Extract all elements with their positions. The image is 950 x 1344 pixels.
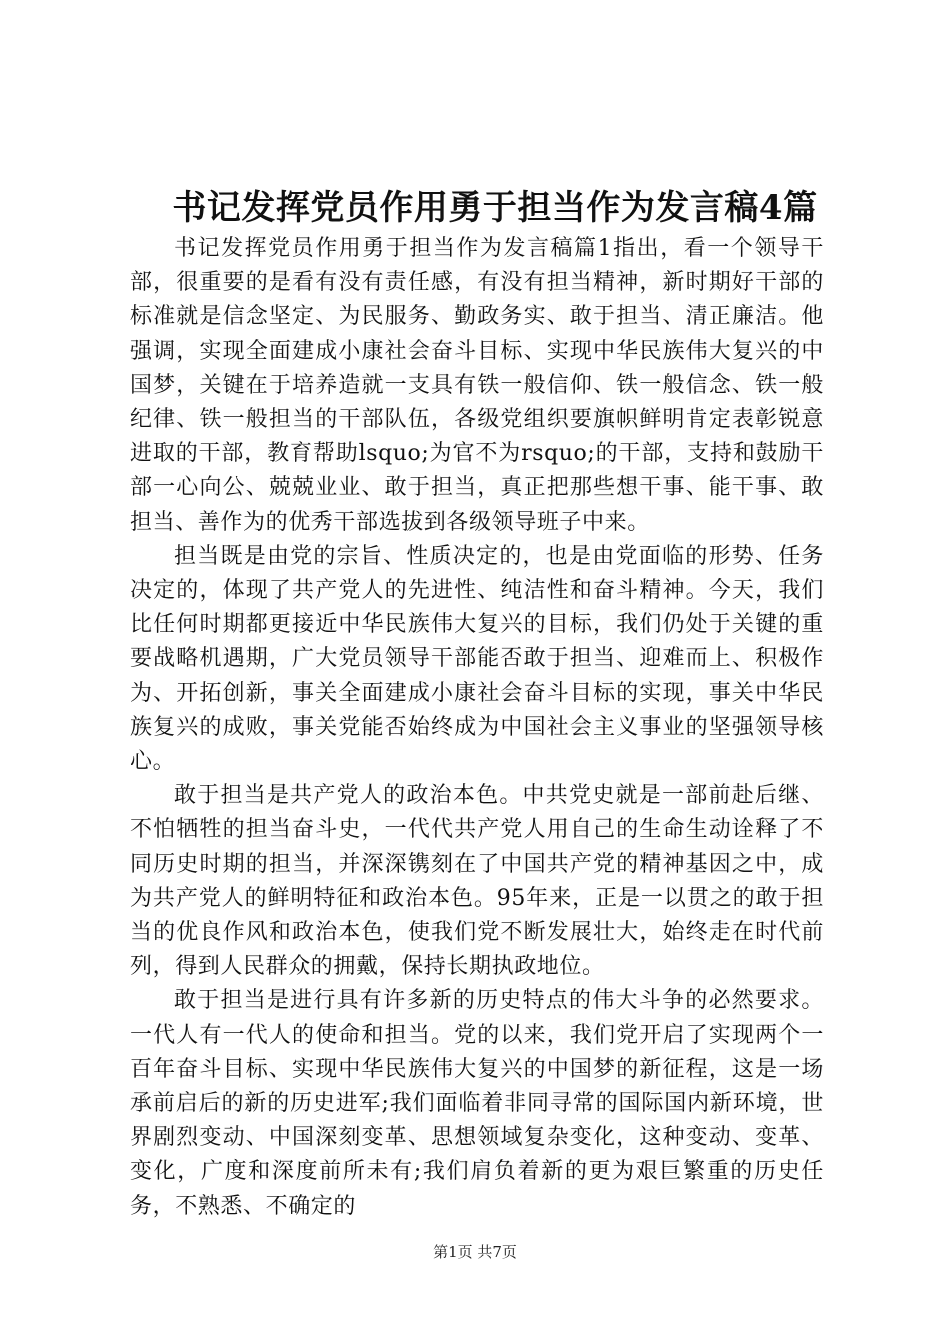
paragraph-4: 敢于担当是进行具有许多新的历史特点的伟大斗争的必然要求。一代人有一代人的使命和担当。党的以来，我们党开启了实现两个一百年奋斗目标、实现中华民族伟大复兴的中国梦的新征程，这是一场承前启后的新的历史进军;我们面临着非同寻常的国际国内新环境，世界剧烈变动、中国深刻变革、思想领域复杂变化，这种变动、变革、变化，广度和深度前所未有;我们肩负着新的更为艰巨繁重的历史任务，不熟悉、不确定的 <box>130 988 824 1219</box>
page-number-footer: 第1页 共7页 <box>433 1243 517 1261</box>
document-body <box>130 232 824 1224</box>
document-title: 书记发挥党员作用勇于担当作为发言稿4篇 <box>172 188 818 228</box>
paragraph-1: 书记发挥党员作用勇于担当作为发言稿篇1指出，看一个领导干部，很重要的是看有没有责任感，有没有担当精神，新时期好干部的标准就是信念坚定、为民服务、勤政务实、敢于担当、清正廉洁。他强调，实现全面建成小康社会奋斗目标、实现中华民族伟大复兴的中国梦，关键在于培养造就一支具有铁一般信仰、铁一般信念、铁一般纪律、铁一般担当的干部队伍，各级党组织要旗帜鲜明肯定表彰锐意进取的干部，教育帮助lsquo;为官不为rsquo;的干部，支持和鼓励干部一心向公、兢兢业业、敢于担当，真正把那些想干事、能干事、敢担当、善作为的优秀干部选拔到各级领导班子中来。 <box>130 236 824 535</box>
paragraph-2: 担当既是由党的宗旨、性质决定的，也是由党面临的形势、任务决定的，体现了共产党人的先进性、纯洁性和奋斗精神。今天，我们比任何时期都更接近中华民族伟大复兴的目标，我们仍处于关键的重要战略机遇期，广大党员领导干部能否敢于担当、迎难而上、积极作为、开拓创新，事关全面建成小康社会奋斗目标的实现，事关中华民族复兴的成败，事关党能否始终成为中国社会主义事业的坚强领导核心。 <box>130 543 824 775</box>
paragraph-3: 敢于担当是共产党人的政治本色。中共党史就是一部前赴后继、不怕牺牲的担当奋斗史，一代代共产党人用自己的生命生动诠释了不同历史时期的担当，并深深镌刻在了中国共产党的精神基因之中，成为共产党人的鲜明特征和政治本色。95年来，正是一以贯之的敢于担当的优良作风和政治本色，使我们党不断发展壮大，始终走在时代前列，得到人民群众的拥戴，保持长期执政地位。 <box>130 783 824 980</box>
